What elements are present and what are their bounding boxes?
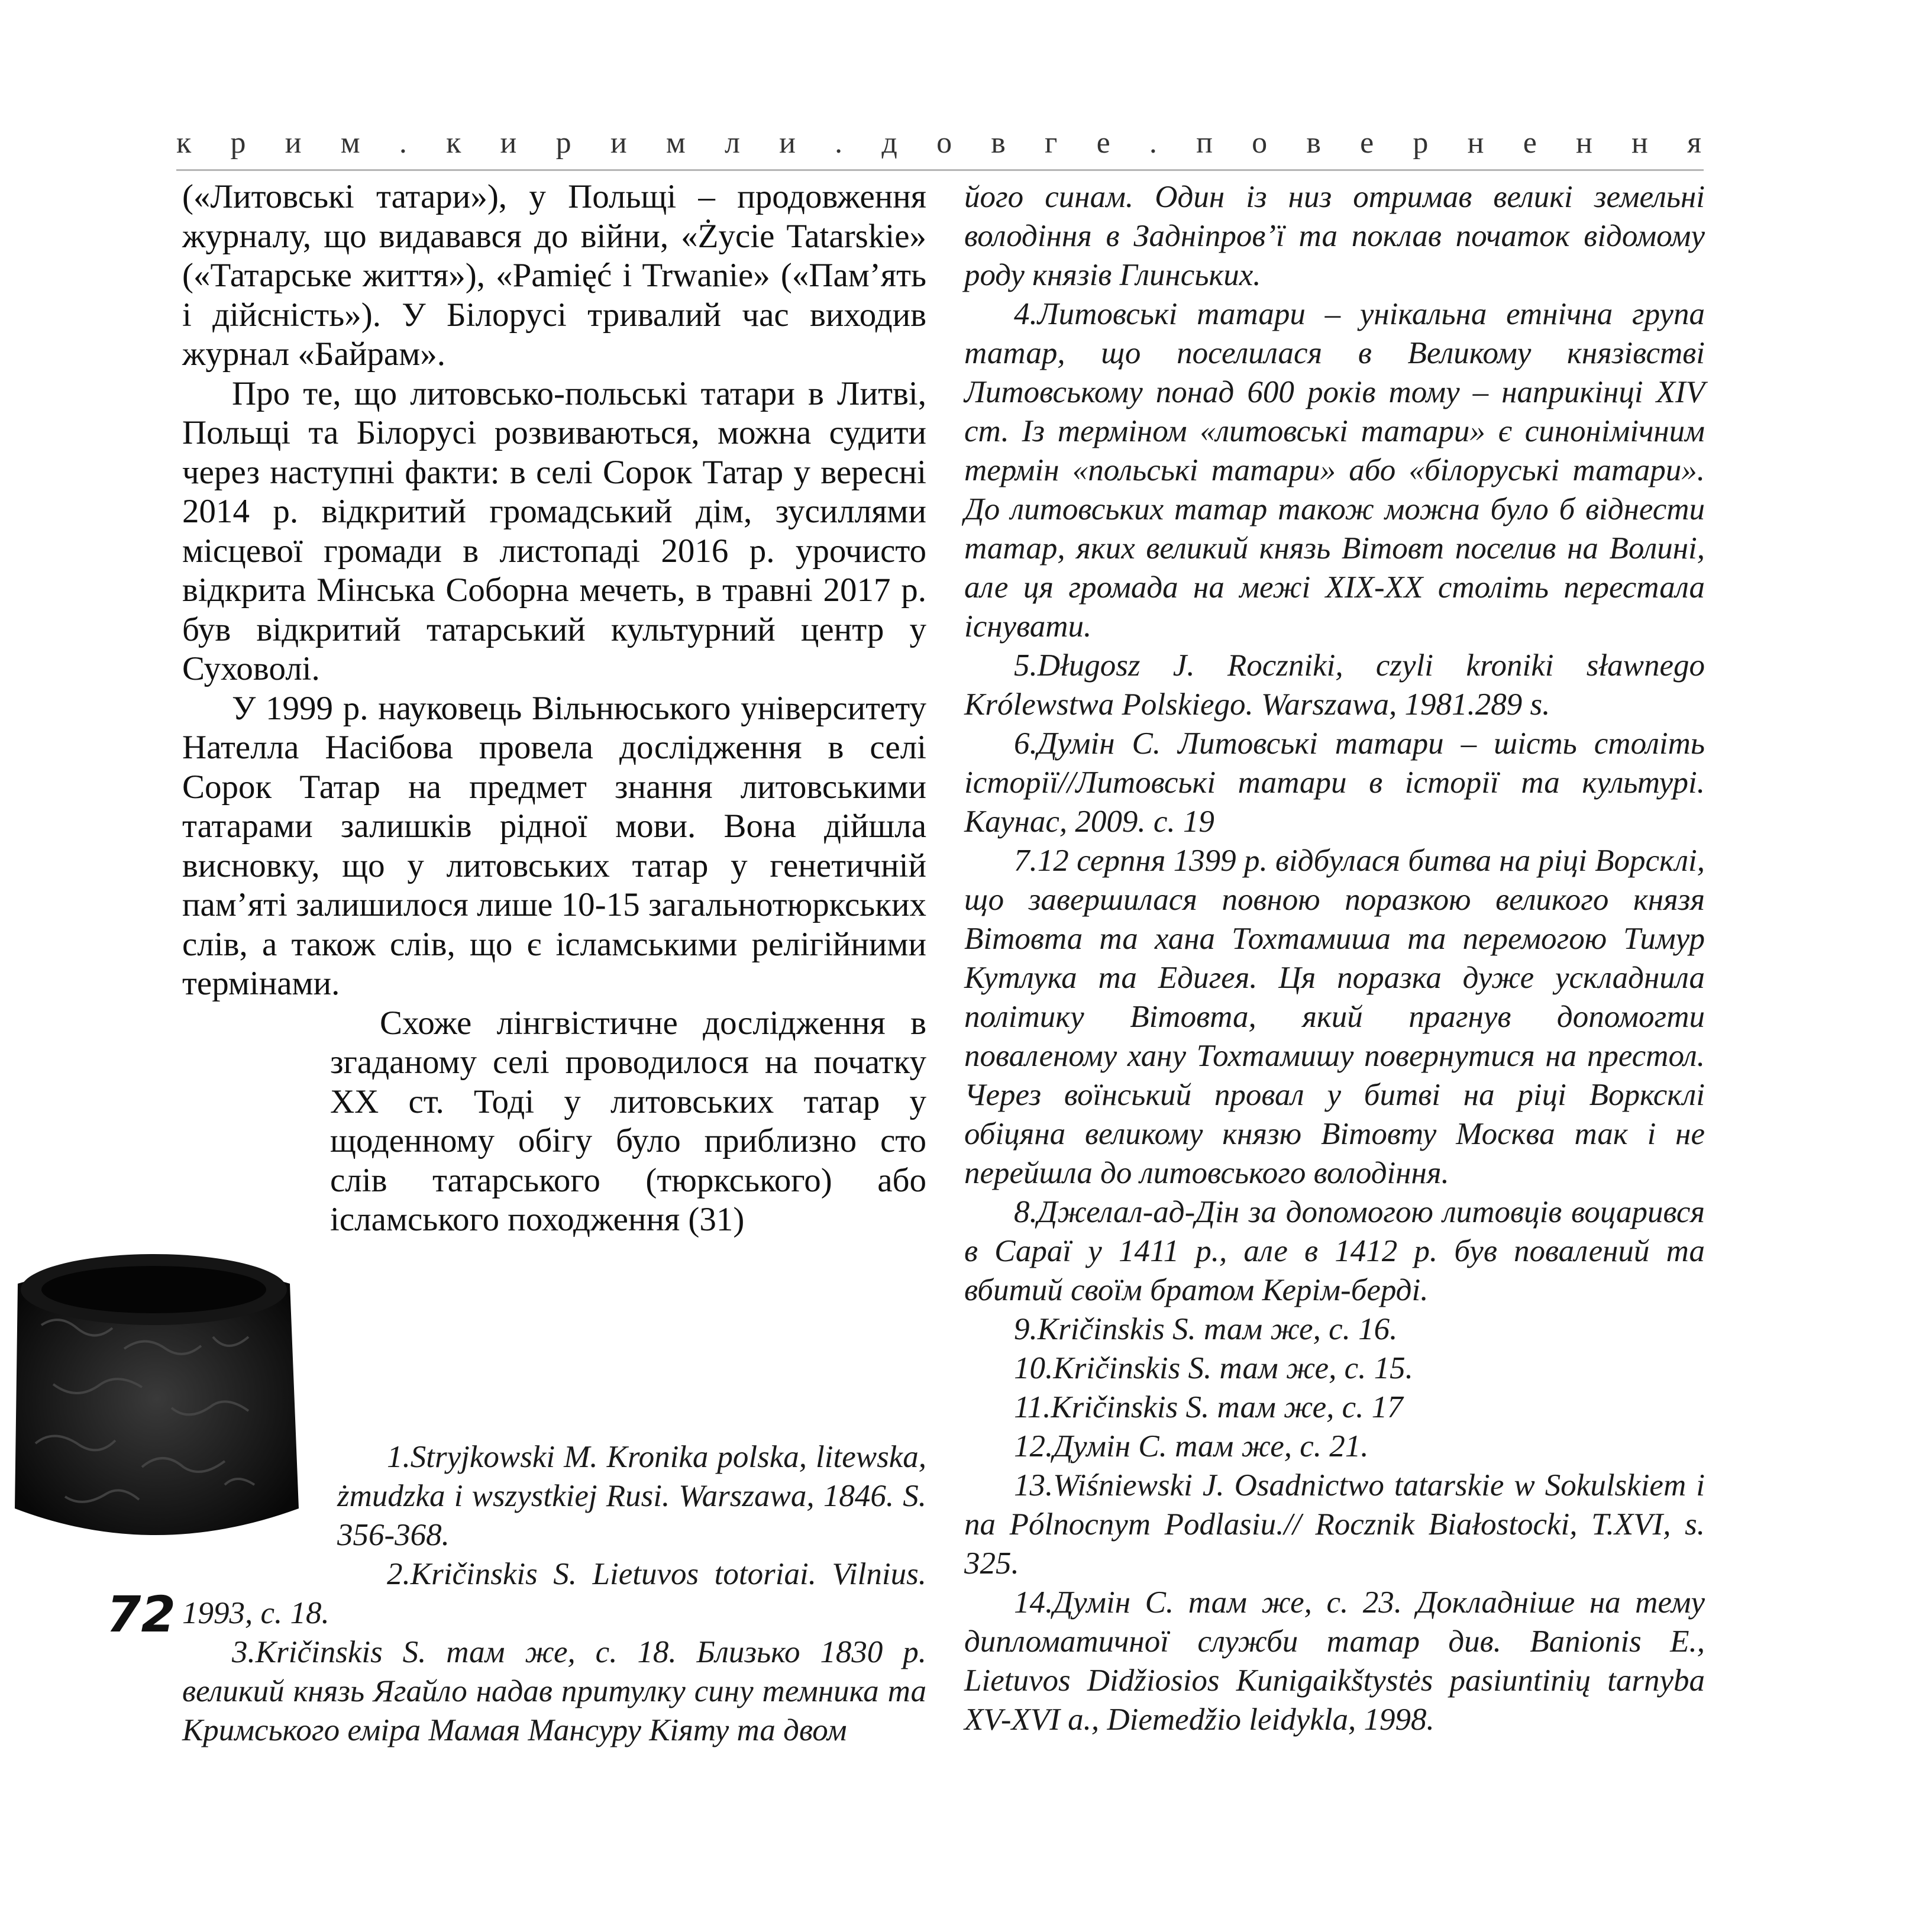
footnote: 1.Stryjkowski M. Kronika polska, litewska, żmudzka i wszystkiej Rusi. Warszawa, 1846. S. 356-368. — [337, 1440, 926, 1552]
footnote: 4.Литовські татари – унікальна етнічна група татар, що поселилася в Великому князівстві Литовському понад 600 років тому – наприкінці XIV ст. Із терміном «литовські татари» є синонімічним термін «польські татари» або «білоруські татари». До литовських татар також можна було б віднести татар, яких великий князь Вітовт поселив на Волині, але ця громада на межі XIX-XX століть перестала існувати. — [964, 297, 1705, 644]
page-number: 72 — [106, 1585, 176, 1643]
footnote: 3.Kričinskis S. там же, с. 18. Близько 1830 р. великий князь Ягайло надав притулку сину темника та Кримського еміра Мамая Мансуру Кіяту та двом — [182, 1635, 926, 1747]
body-paragraph: Схоже лінгвістичне дослідження в згаданому селі проводилося на початку XX ст. Тоді у литовських татар у щоденному обігу було приблизно сто слів татарського (тюркського) або ісламського походження (31) — [182, 1004, 926, 1240]
left-column — [182, 177, 926, 1378]
header-rule — [176, 169, 1704, 171]
footnote: 7.12 серпня 1399 р. відбулася битва на ріці Ворсклі, що завершилася повною поразкою великого князя Вітовта та хана Тохтамиша та перемогою Тимур Кутлука та Едигея. Ця поразка дуже ускладнила політику Вітовта, який прагнув допомогти поваленому хану Тохтамишу повернутися на престол. Через воїнський провал у битві на ріці Ворксклі обіцяна великому князю Вітовту Москва так і не перейшла до литовського володіння. — [964, 844, 1705, 1190]
footnote: 8.Джелал-ад-Дін за допомогою литовців воцарився в Сараї у 1411 р., але в 1412 р. був повалений та вбитий своїм братом Керім-берді. — [964, 1195, 1705, 1307]
karakul-fur-hat-icon — [6, 1230, 302, 1585]
running-header: к р и м . к и р и м л и . д о в г е . п о в е р н е н н я — [176, 126, 1702, 160]
footnote: 10.Kričinskis S. там же, с. 15. — [1014, 1351, 1413, 1385]
body-paragraph: («Литовські татари»), у Польщі – продовження журналу, що видавався до війни, «Życie Tatarskie» («Татарське життя»), «Pamięć i Trwanie» («Пам’ять і дійсність»). У Білорусі тривалий час виходив журнал «Байрам». — [182, 178, 926, 373]
footnote: 2.Kričinskis S. Lietuvos totoriai. Vilnius. 1993, с. 18. — [182, 1557, 926, 1630]
footnote: 11.Kričinskis S. там же, с. 17 — [1014, 1390, 1403, 1424]
footnote: 12.Думін С. там же, с. 21. — [1014, 1429, 1369, 1463]
footnote: 6.Думін С. Литовські татари – шість століть історії//Литовські татари в історії та культурі. Каунас, 2009. с. 19 — [964, 726, 1705, 839]
footnote: 14.Думін С. там же, с. 23. Докладніше на тему дипломатичної служби татар див. Banionis E., Lietuvos Didžiosios Kunigaikštystės pasiuntinių tarnyba XV-XVI a., Diemedžio leidykla, 1998. — [964, 1585, 1705, 1737]
body-paragraph: У 1999 р. науковець Вільнюського університету Нателла Насібова провела дослідження в селі Сорок Татар на предмет знання литовськими татарами залишків рідної мови. Вона дійшла висновку, що у литовських татар у генетичній пам’яті залишилося лише 10-15 загальнотюркських слів, а також слів, що є ісламськими релігійними термінами. — [182, 689, 926, 1002]
body-paragraph: Про те, що литовсько-польські татари в Литві, Польщі та Білорусі розвиваються, можна судити через наступні факти: в селі Сорок Татар у вересні 2014 р. відкритий громадський дім, зусиллями місцевої громади в листопаді 2016 р. урочисто відкрита Мінська Соборна мечеть, в травні 2017 р. був відкритий татарський культурний центр у Суховолі. — [182, 374, 926, 687]
footnote: 5.Długosz J. Roczniki, czyli kroniki sławnego Królewstwa Polskiego. Warszawa, 1981.289 s. — [964, 648, 1705, 722]
footnote: 13.Wiśniewski J. Osadnictwo tatarskie w Sokulskiem i na Pólnocnym Podlasiu.// Rocznik Białostocki, T.XVI, s. 325. — [964, 1468, 1705, 1581]
right-column — [964, 177, 1705, 1739]
footnote: 9.Kričinskis S. там же, с. 16. — [1014, 1312, 1398, 1346]
footnote: його синам. Один із низ отримав великі земельні володіння в Задніпров’ї та поклав початок відомому роду князів Глинських. — [964, 180, 1705, 292]
